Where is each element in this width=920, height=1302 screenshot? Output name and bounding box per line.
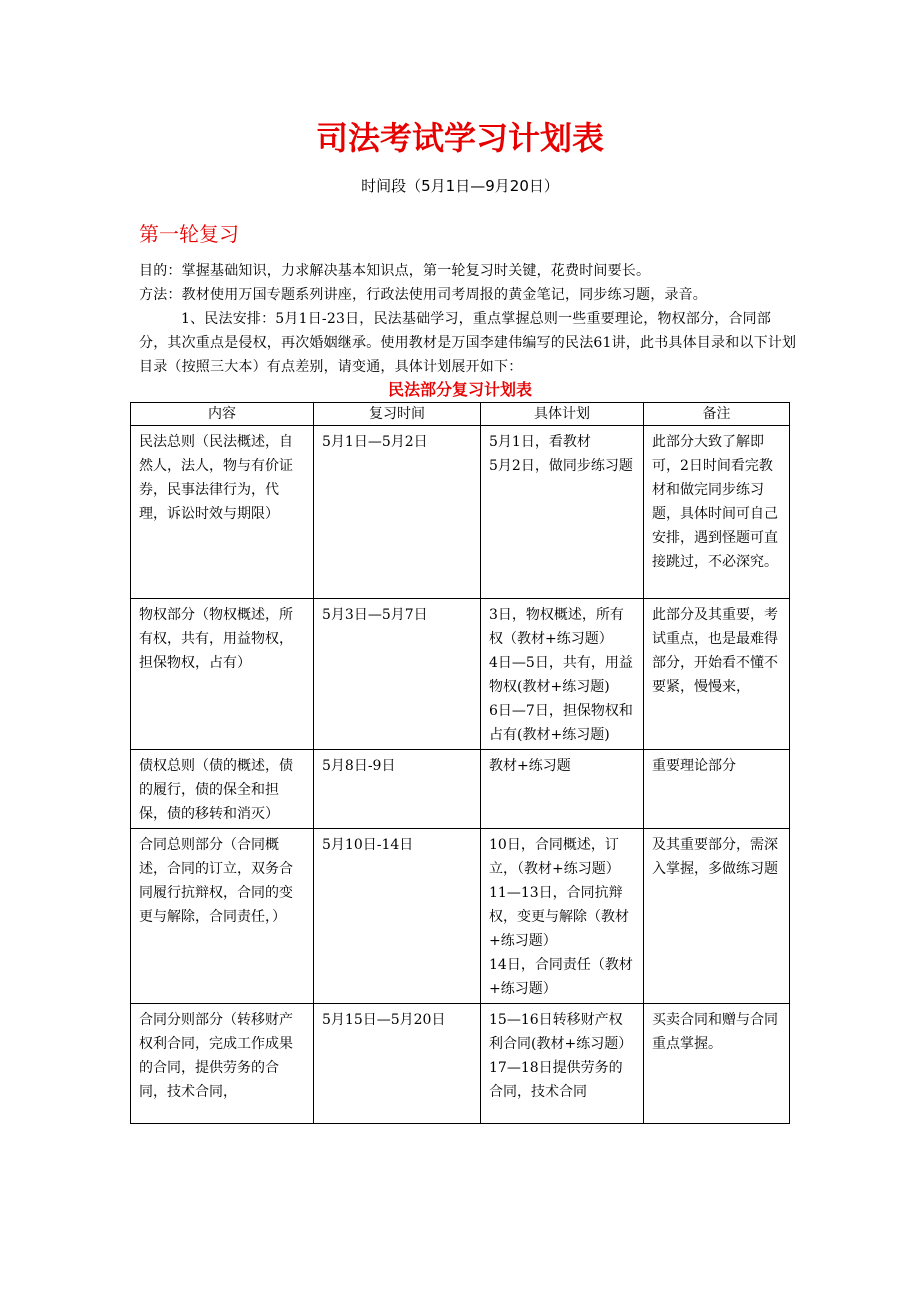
plan-line: 11—13日，合同抗辩权，变更与解除（教材+练习题） — [489, 885, 629, 949]
civil-law-review-plan-table — [130, 402, 790, 1124]
cell-content: 民法总则（民法概述，自然人，法人，物与有价证券，民事法律行为，代理，诉讼时效与期限） — [131, 426, 314, 599]
section-heading-first-round: 第一轮复习 — [139, 222, 239, 246]
table-row — [131, 1004, 790, 1124]
plan-line: 5月2日，做同步练习题 — [489, 458, 633, 474]
plan-line: 14日，合同责任（教材+练习题） — [489, 957, 633, 997]
plan-line: 4日—5日，共有，用益物权(教材+练习题) — [489, 655, 633, 695]
table-row — [131, 599, 790, 750]
header-remarks: 备注 — [644, 403, 790, 426]
cell-content: 物权部分（物权概述，所有权，共有，用益物权，担保物权，占有） — [131, 599, 314, 750]
plan-line: 17—18日提供劳务的合同，技术合同 — [489, 1060, 623, 1100]
cell-content: 合同总则部分（合同概述，合同的订立，双务合同履行抗辩权，合同的变更与解除，合同责任，） — [131, 829, 314, 1004]
header-content: 内容 — [131, 403, 314, 426]
cell-time: 5月3日—5月7日 — [314, 599, 481, 750]
cell-plan — [481, 1004, 644, 1124]
table-row — [131, 426, 790, 599]
cell-content: 合同分则部分（转移财产权利合同，完成工作成果的合同，提供劳务的合同，技术合同， — [131, 1004, 314, 1124]
cell-note: 及其重要部分，需深入掌握，多做练习题 — [644, 829, 790, 1004]
table-header-row — [131, 403, 790, 426]
purpose-paragraph: 目的：掌握基础知识，力求解决基本知识点，第一轮复习时关键，花费时间要长。 — [139, 263, 651, 279]
cell-plan — [481, 426, 644, 599]
cell-time: 5月1日—5月2日 — [314, 426, 481, 599]
plan-line: 15—16日转移财产权利合同(教材+练习题） — [489, 1012, 633, 1052]
header-specific-plan: 具体计划 — [481, 403, 644, 426]
cell-note: 此部分及其重要，考试重点，也是最难得部分，开始看不懂不要紧，慢慢来， — [644, 599, 790, 750]
plan-line: 教材+练习题 — [489, 758, 571, 774]
table-row — [131, 829, 790, 1004]
time-period-subtitle: 时间段（5月1日—9月20日） — [361, 177, 559, 195]
plan-line: 6日—7日，担保物权和占有(教材+练习题) — [489, 703, 633, 743]
cell-plan — [481, 599, 644, 750]
cell-note: 重要理论部分 — [644, 750, 790, 829]
plan-line: 5月1日，看教材 — [489, 434, 591, 450]
plan-line: 3日，物权概述，所有权（教材+练习题） — [489, 607, 624, 647]
header-review-time: 复习时间 — [314, 403, 481, 426]
cell-time: 5月8日-9日 — [314, 750, 481, 829]
cell-time: 5月10日-14日 — [314, 829, 481, 1004]
cell-plan — [481, 750, 644, 829]
cell-content: 债权总则（债的概述，债的履行，债的保全和担保，债的移转和消灭） — [131, 750, 314, 829]
table-row — [131, 750, 790, 829]
method-paragraph: 方法：教材使用万国专题系列讲座，行政法使用司考周报的黄金笔记，同步练习题，录音。 — [139, 287, 707, 303]
cell-note: 此部分大致了解即可，2日时间看完教材和做完同步练习题，具体时间可自己安排，遇到怪题可直接跳过，不必深究。 — [644, 426, 790, 599]
cell-plan — [481, 829, 644, 1004]
plan-line: 10日，合同概述，订立，（教材+练习题） — [489, 837, 620, 877]
cell-time: 5月15日—5月20日 — [314, 1004, 481, 1124]
civil-law-arrangement-paragraph: 1、民法安排：5月1日-23日，民法基础学习，重点掌握总则一些重要理论，物权部分，合同部分，其次重点是侵权，再次婚姻继承。使用教材是万国李建伟编写的民法61讲，此书具体目录和以下计划目录（按照三大本）有点差别，请变通，具体计划展开如下： — [139, 311, 797, 375]
cell-note: 买卖合同和赠与合同重点掌握。 — [644, 1004, 790, 1124]
document-title: 司法考试学习计划表 — [315, 119, 604, 157]
table-caption: 民法部分复习计划表 — [387, 380, 532, 399]
